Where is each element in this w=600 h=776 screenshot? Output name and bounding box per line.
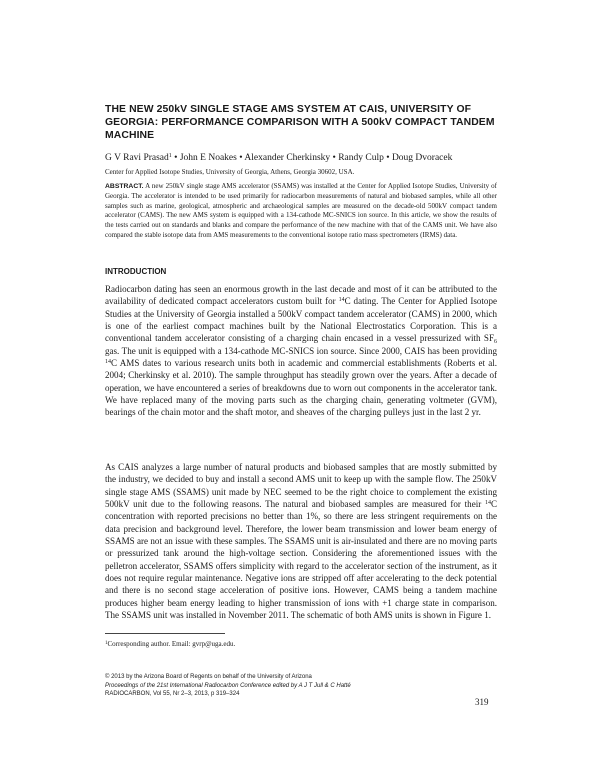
footnote-text: Corresponding author. Email: gvrp@uga.edu. [107,640,236,648]
para1-text-a: Radiocarbon dating has seen an enormous growth in the last decade and most of it can be attributed to the availability of dedicated compact accelerators custom built for [105,284,497,307]
para1-text-b: C dating. The Center for Applied Isotope Studies at the University of Georgia installed a 500kV compact tandem accelerator (CAMS) in 2000, which is one of the earliest compact machines built by the National Electrostatics Corporation. This is a conventional tandem accelerator consisting of a charging chain encased in a vessel pressurized with SF [105,296,497,344]
para2-text-a: As CAIS analyzes a large number of natural products and biobased samples that are mostly submitted by the industry, we decided to buy and install a second AMS unit to keep up with the sample flow. The 250kV single stage AMS (SSAMS) unit made by NEC seemed to be the right choice to complement the existing 500kV unit due to the following reasons. The natural and biobased samples are measured for their [105,462,497,510]
isotope-superscript: 14 [484,500,491,507]
author-first: G V Ravi Prasad [105,153,169,163]
para1-text-d: C AMS dates to various research units both in academic and commercial establishments (Roberts et al. 2004; Cherkinsky et al. 2010). The sample throughput has steadily grown over the years. After a decade of operation, we have encountered a series of breakdowns due to worn out components in the accelerator tank. We have replaced many of the moving parts such as the charging chain, generating voltmeter (GVM), bearings of the chain motor and the shaft motor, and sheaves of the charging pulleys just in the last 2 yr. [105,358,497,418]
abstract-text: A new 250kV single stage AMS accelerator (SSAMS) was installed at the Center for Applied Isotope Studies, University of Georgia. The accelerator is intended to be used primarily for radiocarbon measurements of natural and biobased samples, while all other samples such as marine, geological, atmospheric and archaeological samples are measured on the decade-old 500kV compact tandem accelerator (CAMS). The new AMS system is equipped with a 134-cathode MC-SNICS ion source. In this article, we show the results of the tests carried out on standards and blanks and compare the performance of the new machine with that of the CAMS unit. We have also compared the stable isotope data from AMS measurements to the conventional isotope ratio mass spectrometers (IRMS) data. [105,182,497,239]
abstract-label: ABSTRACT. [105,183,144,190]
subscript-six: 6 [494,339,497,346]
paper-title: THE NEW 250kV SINGLE STAGE AMS SYSTEM AT CAIS, UNIVERSITY OF GEORGIA: PERFORMANCE COMPARISON WITH A 500kV COMPACT TANDEM MACHINE [105,104,495,141]
page-number: 319 [475,697,489,707]
copyright-line: © 2013 by the Arizona Board of Regents on behalf of the University of Arizona [105,674,312,680]
author-rest: • John E Noakes • Alexander Cherkinsky • Randy Culp • Doug Dvoracek [171,153,453,163]
author-footnote-mark: 1 [168,153,172,159]
journal-citation-line: RADIOCARBON, Vol 55, Nr 2–3, 2013, p 319–324 [105,691,240,698]
intro-paragraph-2 [105,461,497,621]
section-heading-introduction: INTRODUCTION [105,267,167,276]
proceedings-line: Proceedings of the 21st International Radiocarbon Conference edited by A J T Jull & C Hatté [105,682,351,689]
footnote-divider [105,633,225,634]
intro-paragraph-1 [105,283,497,419]
para2-text-b: C concentration with reported precisions no better than 1%, so there are less stringent requirements on the data precision and background level. Therefore, the lower beam transmission and lower beam energy of SSAMS are not an issue with these samples. The SSAMS unit is air-insulated and there are no moving parts or pressurized tank around the high-voltage section. Considering the aforementioned issues with the pelletron accelerator, SSAMS offers simplicity with regard to the accelerator section of the instrument, as it does not require regular maintenance. Negative ions are stripped off after accelerating to the deck potential and there is no second stage acceleration of positive ions. However, CAMS being a tandem machine produces higher beam energy leading to higher transmission of ions with +1 charge state in comparison. The SSAMS unit was installed in November 2011. The schematic of both AMS units is shown in Figure 1. [105,499,497,621]
footnote [105,639,405,649]
affiliation: Center for Applied Isotope Studies, University of Georgia, Athens, Georgia 30602, USA. [105,168,355,176]
copyright-block [105,673,465,699]
abstract [105,182,497,241]
author-list [105,152,515,164]
isotope-superscript: 14 [338,297,345,304]
para1-text-c: gas. The unit is equipped with a 134-cathode MC-SNICS ion source. Since 2000, CAIS has been providing [105,345,497,356]
isotope-superscript: 14 [105,359,111,366]
footnote-mark: 1 [105,641,108,646]
